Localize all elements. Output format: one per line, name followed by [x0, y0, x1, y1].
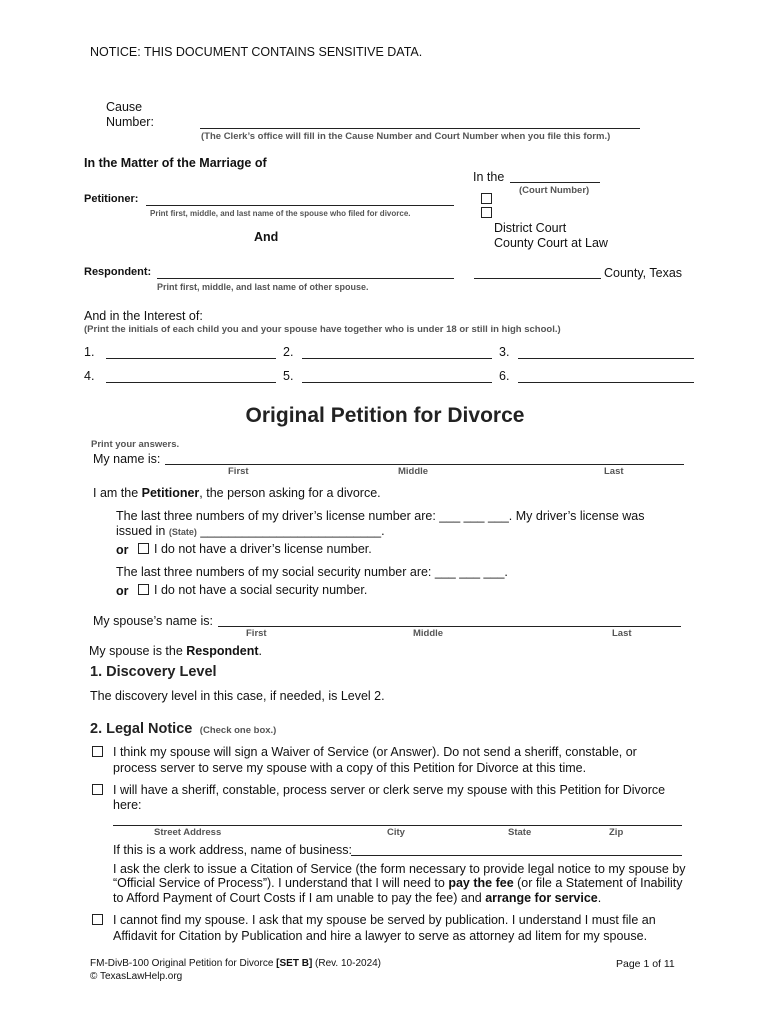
my-name-first-hint: First	[228, 466, 249, 477]
county-court-checkbox[interactable]	[481, 207, 492, 218]
cause-number-hint: (The Clerk’s office will fill in the Cause Number and Court Number when you file this form.)	[201, 131, 611, 142]
county-court-label: County Court at Law	[494, 236, 608, 250]
petitioner-label: Petitioner:	[84, 193, 139, 205]
child-4-field[interactable]	[106, 382, 276, 383]
citation-line-3: to Afford Payment of Court Costs if I am unable to pay the fee) and arrange for service.	[113, 891, 602, 905]
child-1-field[interactable]	[106, 358, 276, 359]
matter-heading: In the Matter of the Marriage of	[84, 156, 267, 170]
publication-checkbox[interactable]	[92, 914, 103, 925]
my-name-label: My name is:	[93, 452, 161, 466]
serve-spouse-checkbox[interactable]	[92, 784, 103, 795]
respondent-label: Respondent:	[84, 266, 152, 278]
child-4-number: 4.	[84, 369, 95, 383]
children-heading: And in the Interest of:	[84, 309, 203, 323]
children-hint: (Print the initials of each child you and your spouse have together who is under 18 or still in high school.)	[84, 324, 561, 335]
footer-form-id: FM-DivB-100 Original Petition for Divorce [SET B] (Rev. 10-2024)	[90, 958, 382, 969]
driver-license-issued: issued in (State) __________________________.	[116, 524, 385, 538]
court-number-hint: (Court Number)	[519, 185, 590, 196]
district-court-label: District Court	[494, 221, 567, 235]
spouse-middle-hint: Middle	[413, 628, 444, 639]
citation-line-2: “Official Service of Process”). I understand that I will need to pay the fee (or file a Statement of Inability	[113, 876, 683, 890]
sensitive-data-notice: NOTICE: THIS DOCUMENT CONTAINS SENSITIVE DATA.	[90, 45, 423, 59]
child-3-field[interactable]	[518, 358, 694, 359]
child-5-number: 5.	[283, 369, 294, 383]
city-hint: City	[387, 827, 405, 838]
county-texas-label: County, Texas	[604, 266, 683, 280]
in-the-label: In the	[473, 170, 505, 184]
waiver-line-2: process server to serve my spouse with a copy of this Petition for Divorce at this time.	[113, 761, 587, 775]
and-label: And	[254, 230, 279, 244]
my-name-middle-hint: Middle	[398, 466, 429, 477]
zip-hint: Zip	[609, 827, 624, 838]
print-answers-hint: Print your answers.	[91, 439, 180, 450]
petitioner-statement: I am the Petitioner, the person asking for a divorce.	[93, 486, 381, 500]
state-hint: State	[508, 827, 532, 838]
respondent-hint: Print first, middle, and last name of other spouse.	[157, 282, 369, 292]
discovery-level-text: The discovery level in this case, if needed, is Level 2.	[90, 689, 385, 703]
child-6-number: 6.	[499, 369, 510, 383]
business-name-field[interactable]	[351, 855, 682, 856]
no-ssn-label: I do not have a social security number.	[154, 583, 368, 597]
page-number: Page 1 of 11	[616, 958, 675, 970]
petitioner-hint: Print first, middle, and last name of the spouse who filed for divorce.	[150, 209, 411, 218]
child-2-field[interactable]	[302, 358, 492, 359]
work-address-label: If this is a work address, name of business:	[113, 843, 352, 857]
child-2-number: 2.	[283, 345, 294, 359]
serve-line-2: here:	[113, 798, 142, 812]
district-court-checkbox[interactable]	[481, 193, 492, 204]
no-driver-license-label: I do not have a driver’s license number.	[154, 542, 372, 556]
service-address-field[interactable]	[113, 825, 682, 826]
document-title: Original Petition for Divorce	[245, 404, 525, 427]
county-field[interactable]	[474, 278, 601, 279]
spouse-name-label: My spouse’s name is:	[93, 614, 213, 628]
ssn-line: The last three numbers of my social security number are: ___ ___ ___.	[116, 565, 508, 579]
respondent-name-field[interactable]	[157, 278, 454, 279]
or-label-2: or	[116, 584, 129, 598]
spouse-first-hint: First	[246, 628, 267, 639]
child-1-number: 1.	[84, 345, 95, 359]
petitioner-name-field[interactable]	[146, 205, 454, 206]
or-label-1: or	[116, 543, 129, 557]
section-2-heading: 2. Legal Notice (Check one box.)	[90, 721, 277, 737]
child-3-number: 3.	[499, 345, 510, 359]
serve-line-1: I will have a sheriff, constable, process server or clerk serve my spouse with this Petition for Divorce	[113, 783, 666, 797]
child-5-field[interactable]	[302, 382, 492, 383]
my-name-field[interactable]	[165, 464, 684, 465]
child-6-field[interactable]	[518, 382, 694, 383]
spouse-last-hint: Last	[612, 628, 632, 639]
street-address-hint: Street Address	[154, 827, 222, 838]
respondent-statement: My spouse is the Respondent.	[89, 644, 262, 658]
waiver-line-1: I think my spouse will sign a Waiver of Service (or Answer). Do not send a sheriff, constable, or	[113, 745, 637, 759]
my-name-last-hint: Last	[604, 466, 624, 477]
publication-line-1: I cannot find my spouse. I ask that my spouse be served by publication. I understand I must file an	[113, 913, 656, 927]
waiver-service-checkbox[interactable]	[92, 746, 103, 757]
footer-copyright: © TexasLawHelp.org	[90, 971, 183, 982]
court-number-field[interactable]	[510, 182, 600, 183]
citation-line-1: I ask the clerk to issue a Citation of Service (the form necessary to provide legal notice to my spouse by	[113, 862, 686, 876]
cause-number-field[interactable]	[200, 128, 640, 129]
spouse-name-field[interactable]	[218, 626, 681, 627]
number-label: Number:	[106, 115, 154, 129]
no-ssn-checkbox[interactable]	[138, 584, 149, 595]
driver-license-line: The last three numbers of my driver’s license number are: ___ ___ ___. My driver’s license was	[116, 509, 645, 523]
cause-label: Cause	[106, 100, 143, 114]
no-driver-license-checkbox[interactable]	[138, 543, 149, 554]
section-1-heading: 1. Discovery Level	[90, 664, 217, 680]
publication-line-2: Affidavit for Citation by Publication and hire a lawyer to serve as attorney ad litem for my spouse.	[113, 929, 648, 943]
